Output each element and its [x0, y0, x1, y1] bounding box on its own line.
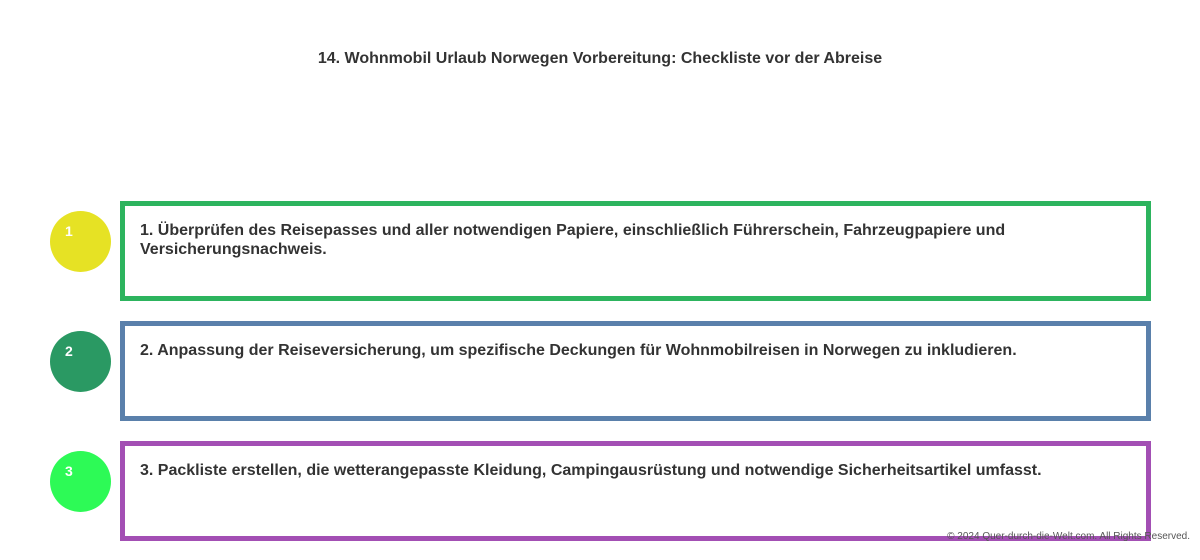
step-text: 3. Packliste erstellen, die wetterangepasste Kleidung, Campingausrüstung und notwendige Sicherheitsartikel umfasst. — [140, 462, 1042, 479]
checklist-step-2 — [0, 321, 1200, 421]
step-box — [120, 321, 1151, 421]
step-number-circle — [50, 451, 111, 512]
step-text: 1. Überprüfen des Reisepasses und aller notwendigen Papiere, einschließlich Führerschein, Fahrzeugpapiere und Versicherungsnachweis. — [140, 222, 1006, 258]
step-number: 1 — [65, 223, 73, 239]
checklist-step-1 — [0, 201, 1200, 301]
step-number: 3 — [65, 463, 73, 479]
step-number-circle — [50, 331, 111, 392]
step-text: 2. Anpassung der Reiseversicherung, um spezifische Deckungen für Wohnmobilreisen in Norwegen zu inkludieren. — [140, 342, 1017, 359]
copyright-footer: © 2024 Quer-durch-die-Welt.com. All Rights Reserved. — [947, 531, 1190, 542]
checklist-step-3 — [0, 441, 1200, 541]
step-number-circle — [50, 211, 111, 272]
step-number: 2 — [65, 343, 73, 359]
page-title: 14. Wohnmobil Urlaub Norwegen Vorbereitung: Checkliste vor der Abreise — [317, 50, 883, 67]
step-box — [120, 441, 1151, 541]
